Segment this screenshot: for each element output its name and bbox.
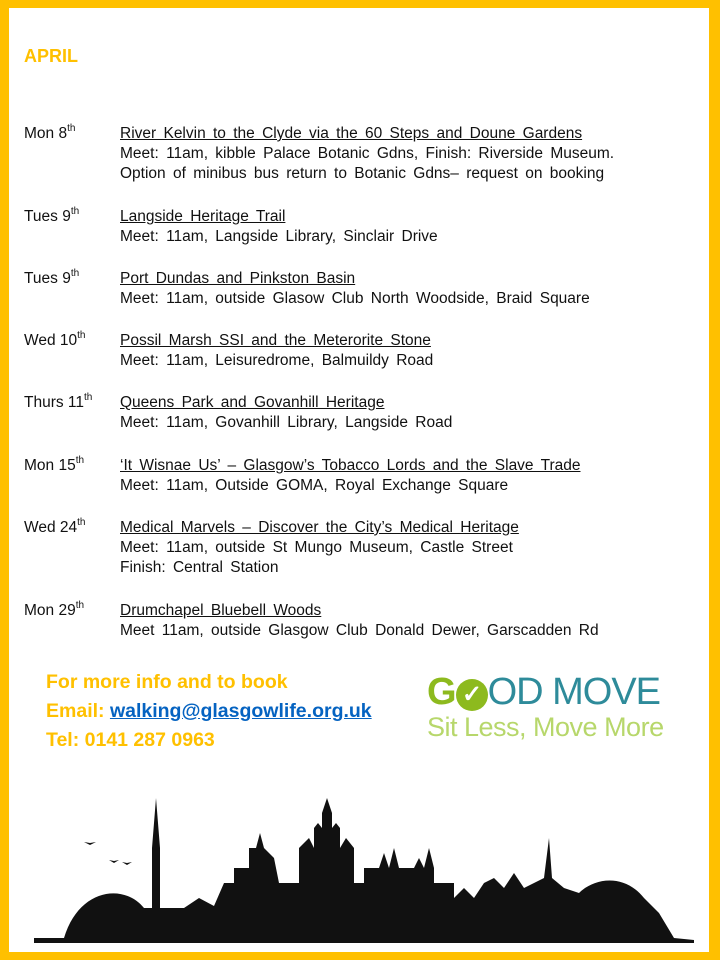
email-label: Email: — [46, 700, 110, 722]
event-date: Mon 15th — [24, 455, 85, 474]
event-title: Port Dundas and Pinkston Basin — [120, 270, 356, 287]
contact-heading: For more info and to book — [46, 671, 288, 693]
flyer-page — [9, 8, 709, 952]
event-detail: Meet 11am, outside Glasgow Club Donald Dewer, Garscadden Rd — [120, 622, 599, 639]
bird-icon — [84, 842, 96, 845]
skyline-silhouette — [34, 798, 694, 943]
event-date: Wed 10th — [24, 330, 86, 349]
event-date: Tues 9th — [24, 206, 80, 225]
event-detail: Meet: 11am, outside St Mungo Museum, Castle Street — [120, 539, 513, 556]
event-title: Possil Marsh SSI and the Meterorite Stone — [120, 332, 431, 349]
event-date: Thurs 11th — [24, 392, 93, 411]
logo-g: G — [427, 671, 456, 713]
event-title: Drumchapel Bluebell Woods — [120, 602, 322, 619]
event-title: Langside Heritage Trail — [120, 208, 286, 225]
event-detail: Meet: 11am, outside Glasow Club North Woodside, Braid Square — [120, 290, 590, 307]
bird-icon — [122, 862, 132, 865]
logo-tagline: Sit Less, Move More — [427, 712, 664, 742]
event-detail: Meet: 11am, Langside Library, Sinclair Drive — [120, 228, 438, 245]
event-detail: Meet: 11am, Leisuredrome, Balmuildy Road — [120, 352, 434, 369]
contact-info — [46, 668, 372, 755]
glasgow-skyline-illustration — [34, 788, 694, 943]
event-detail: Finish: Central Station — [120, 559, 279, 576]
event-date: Mon 29th — [24, 600, 85, 619]
event-title: River Kelvin to the Clyde via the 60 Steps and Doune Gardens — [120, 125, 583, 142]
event-detail: Meet: 11am, Govanhill Library, Langside Road — [120, 414, 453, 431]
telephone: Tel: 0141 287 0963 — [46, 729, 215, 751]
good-move-logo — [427, 672, 689, 742]
event-title: Medical Marvels – Discover the City’s Medical Heritage — [120, 519, 519, 536]
bird-icon — [109, 860, 119, 863]
event-detail: Meet: 11am, kibble Palace Botanic Gdns, Finish: Riverside Museum. — [120, 145, 615, 162]
event-title: ‘It Wisnae Us’ – Glasgow’s Tobacco Lords and the Slave Trade — [120, 457, 581, 474]
event-detail: Option of minibus bus return to Botanic Gdns– request on booking — [120, 165, 605, 182]
event-detail: Meet: 11am, Outside GOMA, Royal Exchange Square — [120, 477, 509, 494]
check-circle-icon: ✓ — [456, 679, 488, 711]
event-date: Tues 9th — [24, 268, 80, 287]
event-date: Mon 8th — [24, 123, 76, 142]
logo-text: OD MOVE — [487, 671, 661, 713]
event-title: Queens Park and Govanhill Heritage — [120, 394, 385, 411]
month-heading: APRIL — [24, 46, 78, 66]
event-date: Wed 24th — [24, 517, 86, 536]
email-link[interactable]: walking@glasgowlife.org.uk — [109, 700, 372, 722]
